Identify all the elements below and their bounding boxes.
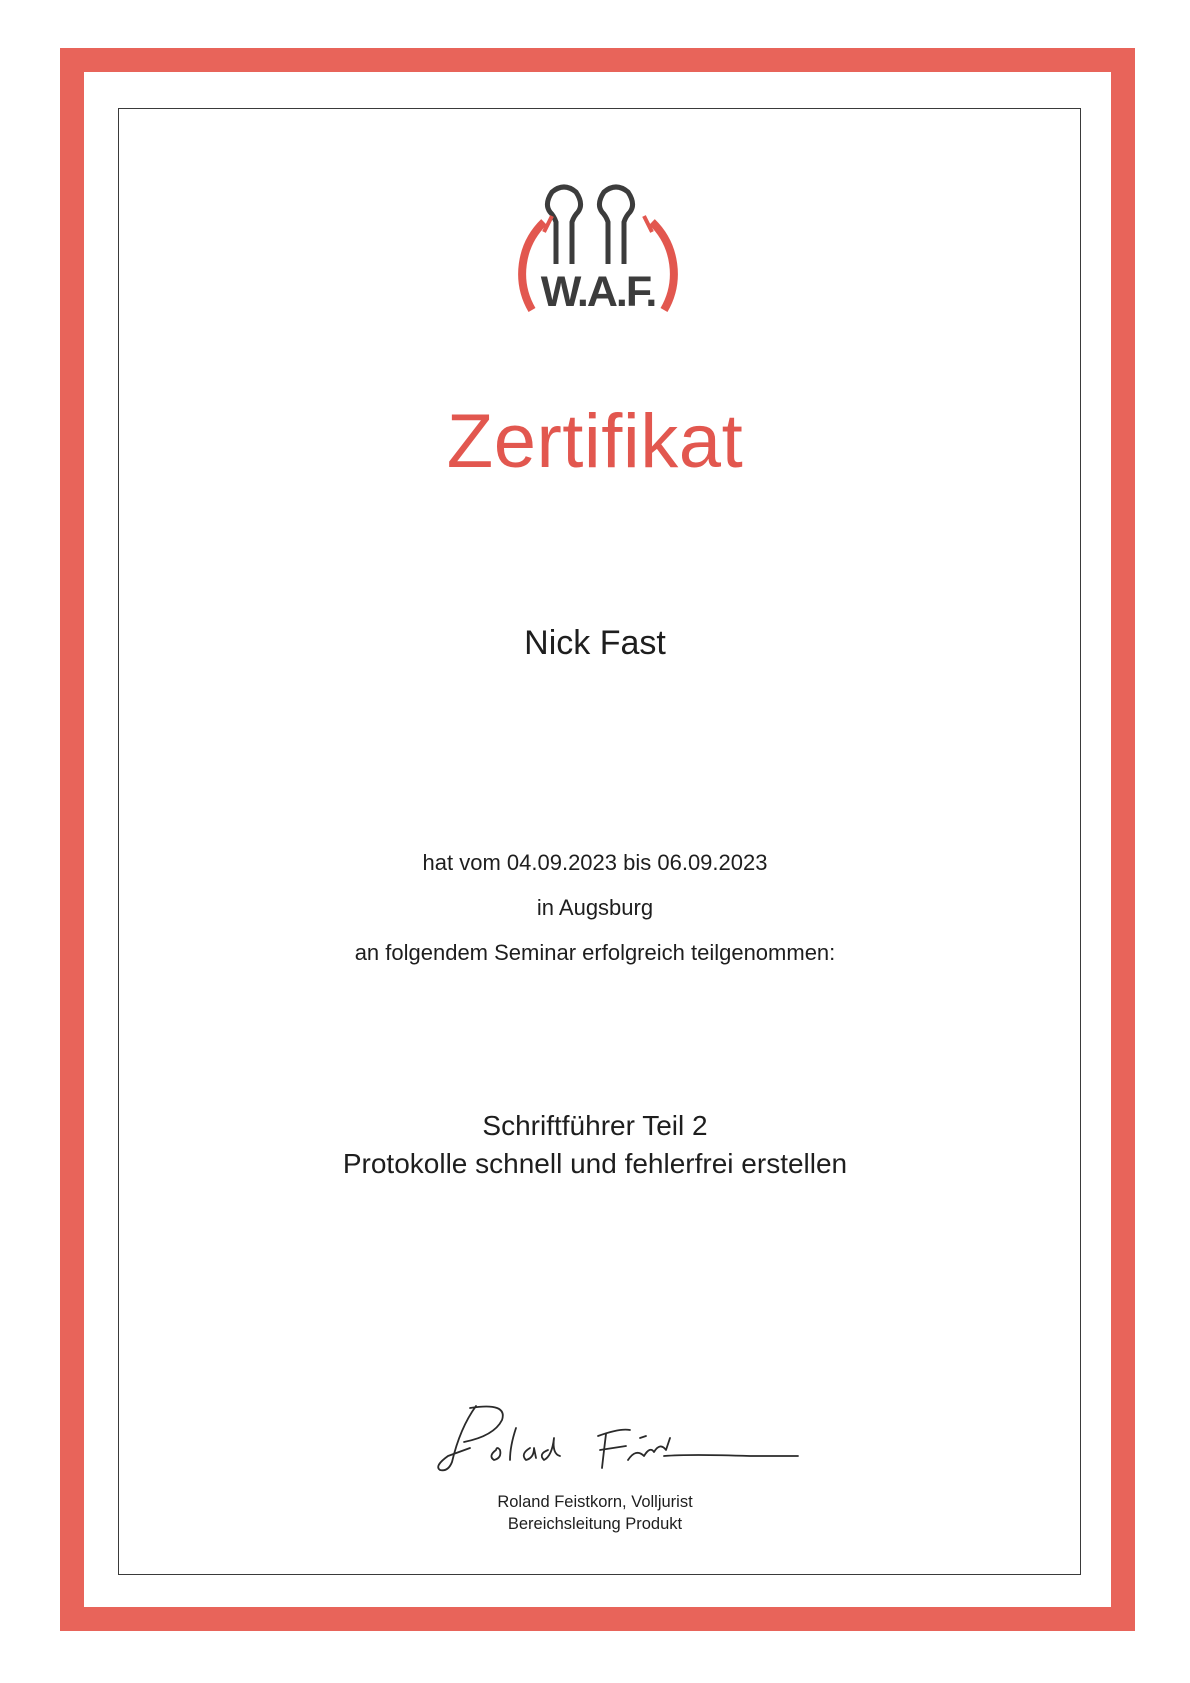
seminar-subtitle: Protokolle schnell und fehlerfrei erstellen <box>342 1148 848 1179</box>
inner-line-frame <box>118 108 1081 1575</box>
signature-drawing <box>430 1398 800 1478</box>
seminar-title: Schriftführer Teil 2 <box>482 1110 708 1141</box>
recipient-name: Nick Fast <box>524 624 666 662</box>
location-line: in Augsburg <box>536 895 654 920</box>
signature <box>430 1398 800 1478</box>
participation-line: an folgendem Seminar erfolgreich teilgenommen: <box>354 940 836 965</box>
signer-name: Roland Feistkorn, Volljurist <box>497 1493 693 1511</box>
waf-logo <box>510 182 686 320</box>
certificate-title: Zertifikat <box>446 399 744 484</box>
date-range-line: hat vom 04.09.2023 bis 06.09.2023 <box>422 850 768 875</box>
logo-text: W.A.F. <box>540 268 656 316</box>
signer-role: Bereichsleitung Produkt <box>507 1515 683 1533</box>
